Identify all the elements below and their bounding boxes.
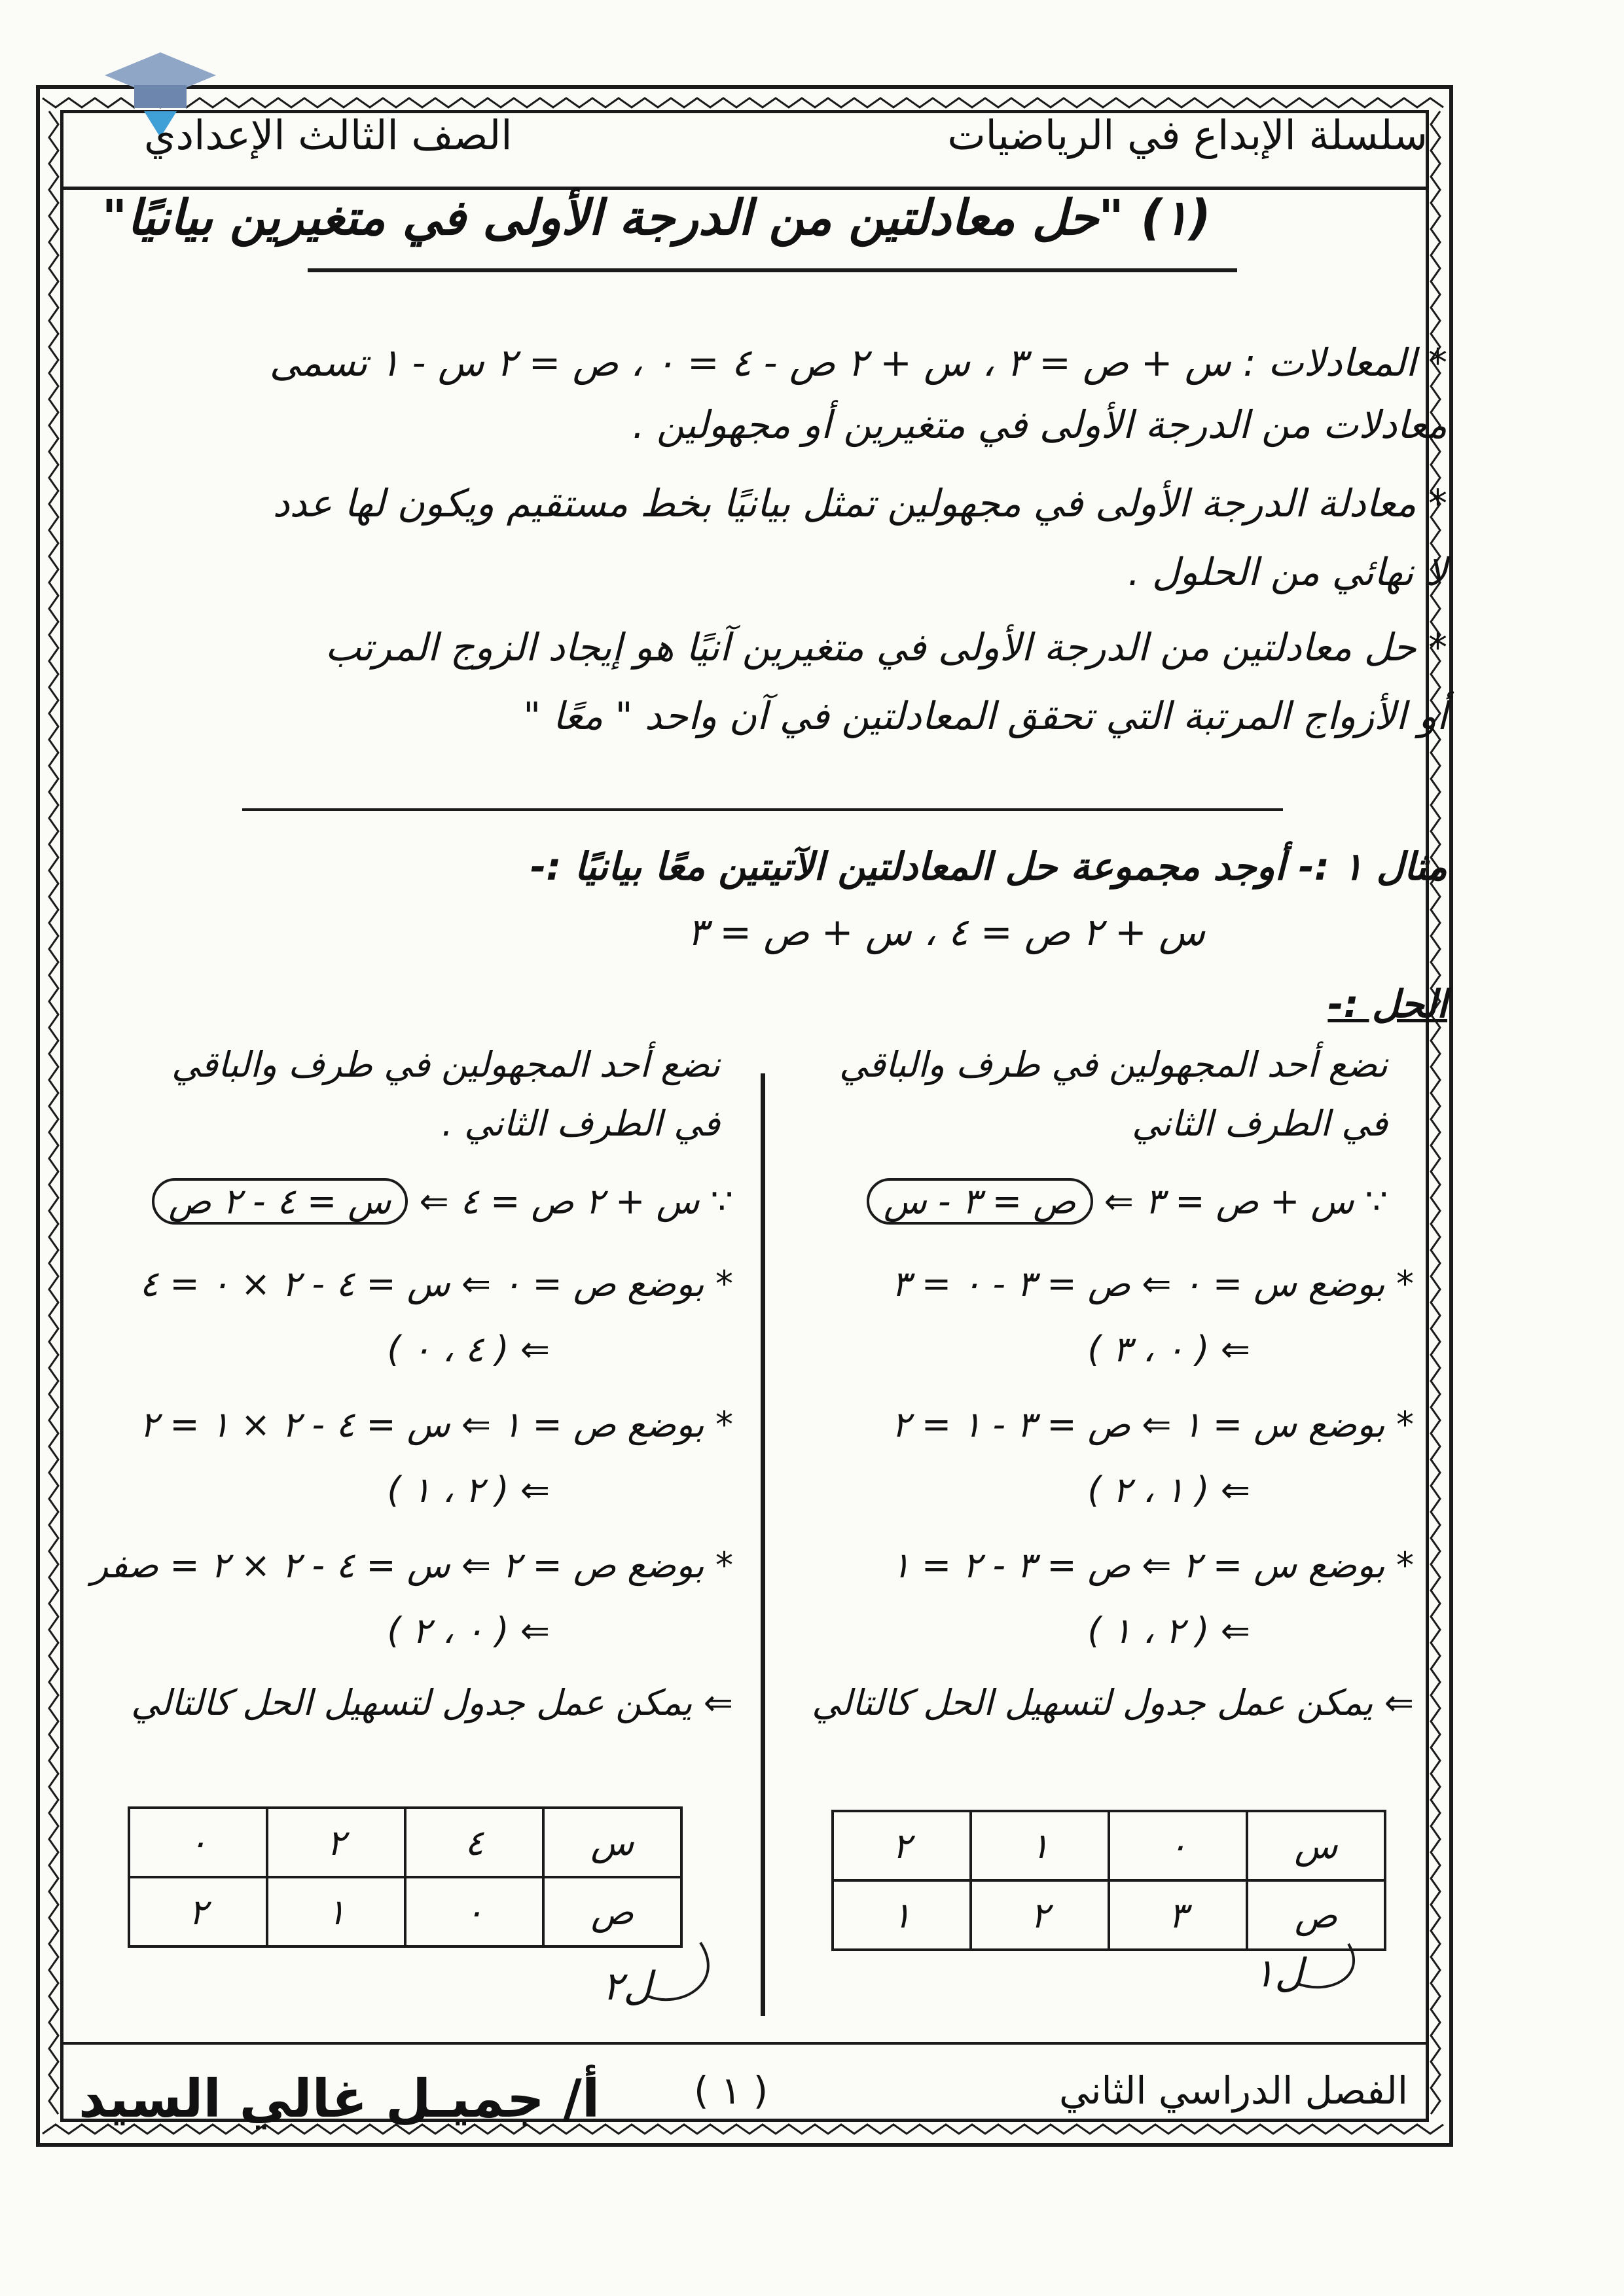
- term-label: الفصل الدراسي الثاني: [1059, 2068, 1408, 2113]
- left-line-10: ⇐ يمكن عمل جدول لتسهيل الحل كالتالي: [131, 1682, 733, 1723]
- series-title: سلسلة الإبداع في الرياضيات: [947, 111, 1428, 159]
- left-table-y-0: ٠: [405, 1877, 543, 1946]
- left-line-9: ⇐ ( ٠ ، ٢ ): [387, 1610, 550, 1651]
- right-table-y-label: ص: [1247, 1880, 1385, 1950]
- right-line-2: في الطرف الثاني: [1132, 1103, 1388, 1144]
- footer-rule: [62, 2042, 1427, 2045]
- left-line-4: * بوضع ص = ٠ ⇐ س = ٤ - ٢ × ٠ = ٤: [139, 1263, 733, 1304]
- left-table-y-1: ١: [267, 1877, 405, 1946]
- right-table-x-1: ١: [971, 1811, 1109, 1880]
- solution-label: الحل :-: [1327, 982, 1447, 1026]
- right-line-4: * بوضع س = ٠ ⇐ ص = ٣ - ٠ = ٣: [891, 1263, 1414, 1304]
- section-separator: [242, 808, 1283, 811]
- right-line-5: ⇐ ( ٠ ، ٣ ): [1087, 1329, 1250, 1370]
- right-table-y-1: ٢: [971, 1880, 1109, 1950]
- right-table-x-2: ٢: [833, 1811, 971, 1880]
- intro-line-1: * المعادلات : س + ص = ٣ ، س + ٢ ص - ٤ = ٠ ، ص = ٢ س - ١ تسمى: [269, 340, 1447, 385]
- right-values-table: [831, 1810, 1386, 1951]
- left-table-x-1: ٢: [267, 1808, 405, 1877]
- right-line-10: ⇐ يمكن عمل جدول لتسهيل الحل كالتالي: [812, 1682, 1414, 1723]
- author-name: أ/ جميـل غالي السيد: [79, 2068, 600, 2129]
- intro-line-4: لا نهائي من الحلول .: [1127, 550, 1447, 594]
- right-label-arrow: [1270, 1937, 1375, 2016]
- right-line-9: ⇐ ( ٢ ، ١ ): [1087, 1610, 1250, 1651]
- right-table-y-2: ١: [833, 1880, 971, 1950]
- column-divider: [761, 1073, 765, 2016]
- left-equation: ∵ س + ٢ ص = ٤ ⇐: [419, 1181, 733, 1222]
- right-line-3: [867, 1178, 1388, 1225]
- left-line-8: * بوضع ص = ٢ ⇐ س = ٤ - ٢ × ٢ = صفر: [91, 1545, 733, 1586]
- page-number: ( ١ ): [694, 2068, 768, 2113]
- right-table-y-0: ٣: [1109, 1880, 1247, 1950]
- left-line-5: ⇐ ( ٤ ، ٠ ): [387, 1329, 550, 1370]
- example-label: مثال ١ :- أوجد مجموعة حل المعادلتين الآتيتين معًا بيانيًا :-: [530, 844, 1447, 889]
- intro-line-3: * معادلة الدرجة الأولى في مجهولين تمثل بيانيًا بخط مستقيم ويكون لها عدد: [272, 481, 1447, 526]
- example-equations: س + ٢ ص = ٤ ، س + ص = ٣: [687, 910, 1205, 954]
- left-table-y-2: ٢: [129, 1877, 267, 1946]
- left-table-x-2: ٠: [129, 1808, 267, 1877]
- right-table-x-label: س: [1247, 1811, 1385, 1880]
- left-rearranged-box: س = ٤ - ٢ ص: [152, 1178, 408, 1225]
- left-line-6: * بوضع ص = ١ ⇐ س = ٤ - ٢ × ١ = ٢: [139, 1404, 733, 1445]
- intro-line-2: معادلات من الدرجة الأولى في متغيرين أو مجهولين .: [632, 403, 1447, 447]
- intro-line-6: أو الأزواج المرتبة التي تحقق المعادلتين في آن واحد " معًا ": [523, 694, 1447, 738]
- right-line-6: * بوضع س = ١ ⇐ ص = ٣ - ١ = ٢: [891, 1404, 1414, 1445]
- right-line-label: ل١: [1254, 1950, 1303, 1996]
- right-line-7: ⇐ ( ١ ، ٢ ): [1087, 1469, 1250, 1511]
- right-line-1: نضع أحد المجهولين في طرف والباقي: [839, 1044, 1388, 1085]
- left-line-label: ل٢: [602, 1964, 652, 2009]
- lesson-title: (١) "حل معادلتين من الدرجة الأولى في متغيرين بيانيًا": [101, 190, 1211, 246]
- intro-line-5: * حل معادلتين من الدرجة الأولى في متغيرين آنيًا هو إيجاد الزوج المرتب: [325, 625, 1447, 670]
- left-line-1: نضع أحد المجهولين في طرف والباقي: [171, 1044, 720, 1085]
- right-equation: ∵ س + ص = ٣ ⇐: [1104, 1181, 1388, 1222]
- title-underline: [308, 268, 1237, 272]
- left-table-x-0: ٤: [405, 1808, 543, 1877]
- left-label-arrow: [628, 1937, 733, 2022]
- left-line-3: [152, 1178, 733, 1225]
- left-table-y-label: ص: [543, 1877, 681, 1946]
- right-line-8: * بوضع س = ٢ ⇐ ص = ٣ - ٢ = ١: [891, 1545, 1414, 1586]
- grade-label: الصف الثالث الإعدادي: [144, 111, 513, 159]
- right-table-x-0: ٠: [1109, 1811, 1247, 1880]
- left-table-x-label: س: [543, 1808, 681, 1877]
- left-values-table: [128, 1806, 683, 1948]
- left-line-2: في الطرف الثاني .: [441, 1103, 720, 1144]
- right-rearranged-box: ص = ٣ - س: [867, 1178, 1093, 1225]
- left-line-7: ⇐ ( ٢ ، ١ ): [387, 1469, 550, 1511]
